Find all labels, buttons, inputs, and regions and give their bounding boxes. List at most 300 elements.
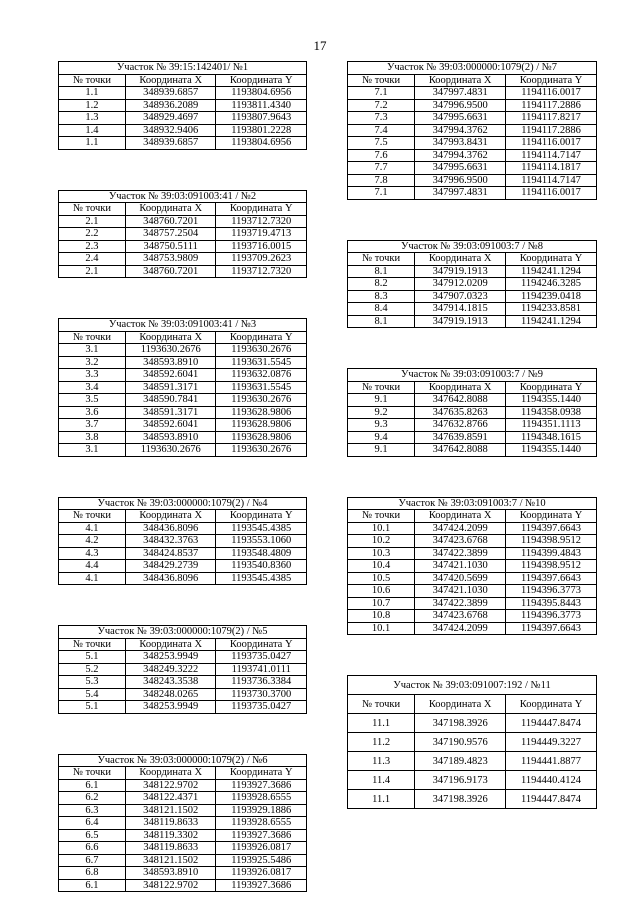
table-row	[59, 344, 307, 357]
coordinate-y-cell: 1193628.9806	[216, 431, 307, 444]
point-number-cell: 2.3	[59, 240, 126, 253]
table-row	[59, 867, 307, 880]
coordinate-y-cell: 1194355.1440	[506, 444, 597, 457]
coordinate-x-cell: 347632.8766	[415, 419, 506, 432]
coordinate-x-cell: 347912.0209	[415, 278, 506, 291]
table-row	[348, 187, 597, 200]
point-number-cell: 8.1	[348, 265, 415, 278]
table-row	[348, 162, 597, 175]
point-number-cell: 6.8	[59, 867, 126, 880]
table-row	[59, 560, 307, 573]
point-number-cell: 10.3	[348, 547, 415, 560]
table-row	[59, 572, 307, 585]
coordinate-x-cell: 347190.9576	[415, 733, 506, 752]
coordinate-y-cell: 1193540.8360	[216, 560, 307, 573]
coordinate-x-cell: 348929.4697	[125, 112, 216, 125]
column-header: Координата X	[415, 695, 506, 714]
coordinate-y-cell: 1194440.4124	[506, 771, 597, 790]
coordinate-table	[58, 497, 307, 586]
table-row	[59, 663, 307, 676]
coordinate-x-cell: 348121.1502	[125, 804, 216, 817]
column-header: № точки	[59, 638, 126, 651]
coordinate-x-cell: 347997.4831	[415, 187, 506, 200]
table-row	[59, 381, 307, 394]
coordinate-y-cell: 1194398.9512	[506, 560, 597, 573]
coordinate-y-cell: 1194355.1440	[506, 394, 597, 407]
coordinate-table	[58, 625, 307, 714]
coordinate-y-cell: 1193735.0427	[216, 701, 307, 714]
column-header: № точки	[59, 74, 126, 87]
coordinate-table	[58, 190, 307, 279]
coordinate-x-cell: 348760.7201	[125, 265, 216, 278]
coordinate-y-cell: 1194117.8217	[506, 112, 597, 125]
column-header: Координата Y	[216, 331, 307, 344]
table-row	[348, 290, 597, 303]
point-number-cell: 7.6	[348, 149, 415, 162]
coordinate-y-cell: 1193735.0427	[216, 651, 307, 664]
table-row	[348, 315, 597, 328]
table-header-row	[59, 331, 307, 344]
point-number-cell: 5.4	[59, 688, 126, 701]
point-number-cell: 2.1	[59, 215, 126, 228]
coordinate-x-cell: 347635.8263	[415, 406, 506, 419]
coordinate-x-cell: 348119.8633	[125, 817, 216, 830]
coordinate-x-cell: 348750.5111	[125, 240, 216, 253]
point-number-cell: 10.7	[348, 597, 415, 610]
coordinate-x-cell: 347423.6768	[415, 535, 506, 548]
table-row	[348, 585, 597, 598]
table-row	[59, 829, 307, 842]
point-number-cell: 5.2	[59, 663, 126, 676]
coordinate-x-cell: 347996.9500	[415, 174, 506, 187]
column-header: Координата Y	[216, 74, 307, 87]
point-number-cell: 7.1	[348, 187, 415, 200]
coordinate-x-cell: 347198.3926	[415, 790, 506, 809]
point-number-cell: 7.3	[348, 112, 415, 125]
coordinate-x-cell: 347421.1030	[415, 560, 506, 573]
coordinate-x-cell: 348119.8633	[125, 842, 216, 855]
coordinate-y-cell: 1194116.0017	[506, 137, 597, 150]
coordinate-y-cell: 1193741.0111	[216, 663, 307, 676]
coordinate-x-cell: 348249.3222	[125, 663, 216, 676]
column-header: Координата X	[125, 510, 216, 523]
coordinate-x-cell: 1193630.2676	[125, 444, 216, 457]
point-number-cell: 4.1	[59, 572, 126, 585]
coordinate-x-cell: 347914.1815	[415, 303, 506, 316]
column-header: № точки	[59, 203, 126, 216]
column-header: Координата Y	[216, 510, 307, 523]
point-number-cell: 9.1	[348, 394, 415, 407]
table-row	[348, 547, 597, 560]
point-number-cell: 10.2	[348, 535, 415, 548]
table-row	[348, 572, 597, 585]
coordinate-x-cell: 347422.3899	[415, 597, 506, 610]
table-row	[348, 87, 597, 100]
column-header: Координата Y	[506, 74, 597, 87]
coordinate-y-cell: 1194447.8474	[506, 714, 597, 733]
coordinate-y-cell: 1193548.4809	[216, 547, 307, 560]
coordinate-y-cell: 1193628.9806	[216, 419, 307, 432]
coordinate-y-cell: 1193719.4713	[216, 228, 307, 241]
coordinate-y-cell: 1193807.9643	[216, 112, 307, 125]
point-number-cell: 1.4	[59, 124, 126, 137]
right-column	[347, 61, 597, 809]
coordinate-table	[347, 497, 597, 636]
coordinate-y-cell: 1193925.5486	[216, 854, 307, 867]
coordinate-y-cell: 1194441.8877	[506, 752, 597, 771]
point-number-cell: 4.3	[59, 547, 126, 560]
coordinate-y-cell: 1193628.9806	[216, 406, 307, 419]
point-number-cell: 9.3	[348, 419, 415, 432]
coordinate-y-cell: 1194447.8474	[506, 790, 597, 809]
column-header: № точки	[59, 767, 126, 780]
coordinate-y-cell: 1193804.6956	[216, 137, 307, 150]
table-row	[59, 804, 307, 817]
table-row	[59, 444, 307, 457]
coordinate-y-cell: 1193712.7320	[216, 215, 307, 228]
table-title: Участок № 39:03:091003:41 / №3	[59, 319, 307, 332]
table-row	[59, 779, 307, 792]
coordinate-y-cell: 1193716.0015	[216, 240, 307, 253]
coordinate-x-cell: 348593.8910	[125, 356, 216, 369]
point-number-cell: 3.3	[59, 369, 126, 382]
coordinate-x-cell: 347422.3899	[415, 547, 506, 560]
table-row	[348, 124, 597, 137]
point-number-cell: 3.4	[59, 381, 126, 394]
coordinate-x-cell: 348436.8096	[125, 522, 216, 535]
coordinate-y-cell: 1193804.6956	[216, 87, 307, 100]
coordinate-y-cell: 1194348.1615	[506, 431, 597, 444]
table-row	[59, 854, 307, 867]
coordinate-x-cell: 348253.9949	[125, 651, 216, 664]
point-number-cell: 11.1	[348, 714, 415, 733]
point-number-cell: 8.3	[348, 290, 415, 303]
coordinate-x-cell: 347907.0323	[415, 290, 506, 303]
coordinate-y-cell: 1194399.4843	[506, 547, 597, 560]
table-row	[59, 253, 307, 266]
column-header: № точки	[348, 510, 415, 523]
point-number-cell: 6.7	[59, 854, 126, 867]
table-row	[348, 303, 597, 316]
point-number-cell: 3.1	[59, 444, 126, 457]
coordinate-y-cell: 1194396.3773	[506, 585, 597, 598]
point-number-cell: 3.7	[59, 419, 126, 432]
coordinate-y-cell: 1194246.3285	[506, 278, 597, 291]
table-row	[59, 535, 307, 548]
column-header: Координата Y	[216, 767, 307, 780]
point-number-cell: 4.1	[59, 522, 126, 535]
coordinate-y-cell: 1194241.1294	[506, 315, 597, 328]
table-header-row	[348, 74, 597, 87]
column-header: Координата X	[125, 767, 216, 780]
coordinate-x-cell: 348429.2739	[125, 560, 216, 573]
table-header-row	[348, 695, 597, 714]
column-header: Координата X	[415, 510, 506, 523]
coordinate-y-cell: 1194114.1817	[506, 162, 597, 175]
point-number-cell: 3.1	[59, 344, 126, 357]
coordinate-y-cell: 1194239.0418	[506, 290, 597, 303]
table-row	[59, 676, 307, 689]
table-row	[59, 431, 307, 444]
coordinate-table	[58, 754, 307, 893]
coordinate-y-cell: 1193631.5545	[216, 381, 307, 394]
point-number-cell: 7.1	[348, 87, 415, 100]
coordinate-x-cell: 347919.1913	[415, 315, 506, 328]
page-number: 17	[313, 38, 327, 53]
table-row	[348, 431, 597, 444]
column-header: Координата Y	[506, 381, 597, 394]
point-number-cell: 8.2	[348, 278, 415, 291]
table-row	[348, 278, 597, 291]
coordinate-y-cell: 1193631.5545	[216, 356, 307, 369]
table-row	[348, 149, 597, 162]
coordinate-x-cell: 348436.8096	[125, 572, 216, 585]
point-number-cell: 1.1	[59, 137, 126, 150]
table-header-row	[348, 381, 597, 394]
table-title: Участок № 39:03:000000:1079(2) / №4	[59, 497, 307, 510]
coordinate-x-cell: 347420.5699	[415, 572, 506, 585]
coordinate-y-cell: 1193630.2676	[216, 394, 307, 407]
coordinate-y-cell: 1193709.2623	[216, 253, 307, 266]
coordinate-y-cell: 1194397.6643	[506, 522, 597, 535]
point-number-cell: 5.1	[59, 651, 126, 664]
coordinate-x-cell: 347189.4823	[415, 752, 506, 771]
point-number-cell: 3.5	[59, 394, 126, 407]
point-number-cell: 3.6	[59, 406, 126, 419]
column-header: № точки	[348, 381, 415, 394]
coordinate-y-cell: 1194117.2886	[506, 124, 597, 137]
coordinate-x-cell: 347919.1913	[415, 265, 506, 278]
point-number-cell: 1.3	[59, 112, 126, 125]
coordinate-x-cell: 348939.6857	[125, 137, 216, 150]
point-number-cell: 7.2	[348, 99, 415, 112]
column-header: Координата Y	[216, 638, 307, 651]
coordinate-y-cell: 1194449.3227	[506, 733, 597, 752]
table-row	[59, 419, 307, 432]
table-row	[59, 817, 307, 830]
coordinate-x-cell: 348936.2089	[125, 99, 216, 112]
point-number-cell: 11.2	[348, 733, 415, 752]
point-number-cell: 4.4	[59, 560, 126, 573]
coordinate-x-cell: 348243.3538	[125, 676, 216, 689]
coordinate-y-cell: 1193926.0817	[216, 867, 307, 880]
coordinate-x-cell: 347424.2099	[415, 522, 506, 535]
table-title: Участок № 39:03:091003:7 / №8	[348, 240, 597, 253]
table-row	[59, 522, 307, 535]
table-row	[59, 87, 307, 100]
table-row	[348, 610, 597, 623]
coordinate-y-cell: 1194398.9512	[506, 535, 597, 548]
coordinate-y-cell: 1193730.3700	[216, 688, 307, 701]
coordinate-x-cell: 347642.8088	[415, 444, 506, 457]
coordinate-x-cell: 348753.9809	[125, 253, 216, 266]
coordinate-y-cell: 1194397.6643	[506, 622, 597, 635]
column-header: № точки	[348, 253, 415, 266]
point-number-cell: 10.1	[348, 522, 415, 535]
table-row	[348, 535, 597, 548]
table-header-row	[59, 510, 307, 523]
point-number-cell: 3.8	[59, 431, 126, 444]
coordinate-x-cell: 348932.9406	[125, 124, 216, 137]
table-row	[348, 137, 597, 150]
coordinate-x-cell: 347996.9500	[415, 99, 506, 112]
point-number-cell: 6.3	[59, 804, 126, 817]
coordinate-x-cell: 348591.3171	[125, 406, 216, 419]
table-row	[59, 265, 307, 278]
table-row	[348, 790, 597, 809]
coordinate-table	[347, 368, 597, 457]
coordinate-y-cell: 1193712.7320	[216, 265, 307, 278]
point-number-cell: 11.1	[348, 790, 415, 809]
table-row	[348, 560, 597, 573]
table-row	[59, 879, 307, 892]
point-number-cell: 7.7	[348, 162, 415, 175]
table-row	[59, 112, 307, 125]
point-number-cell: 1.1	[59, 87, 126, 100]
table-row	[59, 137, 307, 150]
column-header: Координата X	[125, 331, 216, 344]
coordinate-table	[347, 675, 597, 809]
coordinate-y-cell: 1194114.7147	[506, 149, 597, 162]
coordinate-x-cell: 347994.3762	[415, 149, 506, 162]
coordinate-y-cell: 1193553.1060	[216, 535, 307, 548]
coordinate-x-cell: 348121.1502	[125, 854, 216, 867]
table-row	[59, 240, 307, 253]
point-number-cell: 2.4	[59, 253, 126, 266]
column-header: № точки	[348, 74, 415, 87]
table-header-row	[59, 638, 307, 651]
coordinate-y-cell: 1193927.3686	[216, 779, 307, 792]
coordinate-y-cell: 1193811.4340	[216, 99, 307, 112]
coordinate-y-cell: 1194351.1113	[506, 419, 597, 432]
point-number-cell: 7.5	[348, 137, 415, 150]
table-row	[59, 651, 307, 664]
table-title: Участок № 39:15:142401/ №1	[59, 62, 307, 75]
table-title: Участок № 39:03:091003:41 / №2	[59, 190, 307, 203]
coordinate-x-cell: 348591.3171	[125, 381, 216, 394]
coordinate-table	[58, 318, 307, 457]
coordinate-x-cell: 347423.6768	[415, 610, 506, 623]
point-number-cell: 10.5	[348, 572, 415, 585]
coordinate-y-cell: 1194241.1294	[506, 265, 597, 278]
point-number-cell: 2.1	[59, 265, 126, 278]
coordinate-x-cell: 347639.8591	[415, 431, 506, 444]
coordinate-y-cell: 1194358.0938	[506, 406, 597, 419]
point-number-cell: 7.4	[348, 124, 415, 137]
table-header-row	[59, 767, 307, 780]
point-number-cell: 6.6	[59, 842, 126, 855]
coordinate-x-cell: 348122.9702	[125, 779, 216, 792]
point-number-cell: 6.1	[59, 779, 126, 792]
coordinate-y-cell: 1194395.8443	[506, 597, 597, 610]
table-title: Участок № 39:03:091003:7 / №10	[348, 497, 597, 510]
coordinate-y-cell: 1194396.3773	[506, 610, 597, 623]
column-header: Координата X	[415, 253, 506, 266]
table-row	[348, 771, 597, 790]
coordinate-x-cell: 348253.9949	[125, 701, 216, 714]
coordinate-y-cell: 1193630.2676	[216, 444, 307, 457]
coordinate-x-cell: 348122.9702	[125, 879, 216, 892]
table-header-row	[59, 74, 307, 87]
coordinate-x-cell: 348593.8910	[125, 431, 216, 444]
column-header: Координата Y	[506, 695, 597, 714]
coordinate-x-cell: 348593.8910	[125, 867, 216, 880]
table-title: Участок № 39:03:091003:7 / №9	[348, 369, 597, 382]
column-header: Координата X	[415, 74, 506, 87]
coordinate-y-cell: 1194233.8581	[506, 303, 597, 316]
point-number-cell: 4.2	[59, 535, 126, 548]
coordinate-x-cell: 347995.6631	[415, 112, 506, 125]
point-number-cell: 2.2	[59, 228, 126, 241]
table-header-row	[348, 510, 597, 523]
coordinate-x-cell: 347421.1030	[415, 585, 506, 598]
table-row	[348, 99, 597, 112]
coordinate-y-cell: 1193545.4385	[216, 522, 307, 535]
table-row	[59, 228, 307, 241]
coordinate-x-cell: 348119.3302	[125, 829, 216, 842]
coordinate-y-cell: 1193928.6555	[216, 817, 307, 830]
table-row	[59, 406, 307, 419]
coordinate-x-cell: 348424.8537	[125, 547, 216, 560]
coordinate-x-cell: 347995.6631	[415, 162, 506, 175]
coordinate-x-cell: 348590.7841	[125, 394, 216, 407]
coordinate-y-cell: 1194116.0017	[506, 87, 597, 100]
coordinate-x-cell: 348122.4371	[125, 792, 216, 805]
table-row	[59, 792, 307, 805]
table-row	[348, 597, 597, 610]
table-row	[348, 394, 597, 407]
coordinate-y-cell: 1193736.3384	[216, 676, 307, 689]
point-number-cell: 3.2	[59, 356, 126, 369]
coordinate-x-cell: 347994.3762	[415, 124, 506, 137]
coordinate-table	[347, 61, 597, 200]
coordinate-y-cell: 1193927.3686	[216, 829, 307, 842]
coordinate-y-cell: 1194117.2886	[506, 99, 597, 112]
point-number-cell: 7.8	[348, 174, 415, 187]
point-number-cell: 10.8	[348, 610, 415, 623]
coordinate-x-cell: 348592.6041	[125, 369, 216, 382]
column-header: № точки	[348, 695, 415, 714]
table-row	[348, 406, 597, 419]
table-title: Участок № 39:03:000000:1079(2) / №5	[59, 626, 307, 639]
point-number-cell: 5.3	[59, 676, 126, 689]
coordinate-y-cell: 1193632.0876	[216, 369, 307, 382]
coordinate-x-cell: 347997.4831	[415, 87, 506, 100]
point-number-cell: 10.4	[348, 560, 415, 573]
table-title: Участок № 39:03:000000:1079(2) / №7	[348, 62, 597, 75]
point-number-cell: 9.4	[348, 431, 415, 444]
coordinate-y-cell: 1193929.1886	[216, 804, 307, 817]
column-header: Координата X	[415, 381, 506, 394]
table-row	[348, 444, 597, 457]
point-number-cell: 6.4	[59, 817, 126, 830]
coordinate-table	[347, 240, 597, 329]
coordinate-y-cell: 1194116.0017	[506, 187, 597, 200]
table-row	[59, 547, 307, 560]
coordinate-x-cell: 348757.2504	[125, 228, 216, 241]
coordinate-x-cell: 348760.7201	[125, 215, 216, 228]
table-header-row	[348, 253, 597, 266]
table-row	[348, 733, 597, 752]
point-number-cell: 6.5	[59, 829, 126, 842]
table-row	[348, 419, 597, 432]
table-header-row	[59, 203, 307, 216]
coordinate-y-cell: 1193928.6555	[216, 792, 307, 805]
coordinate-y-cell: 1194397.6643	[506, 572, 597, 585]
point-number-cell: 11.3	[348, 752, 415, 771]
column-header: Координата Y	[216, 203, 307, 216]
point-number-cell: 11.4	[348, 771, 415, 790]
